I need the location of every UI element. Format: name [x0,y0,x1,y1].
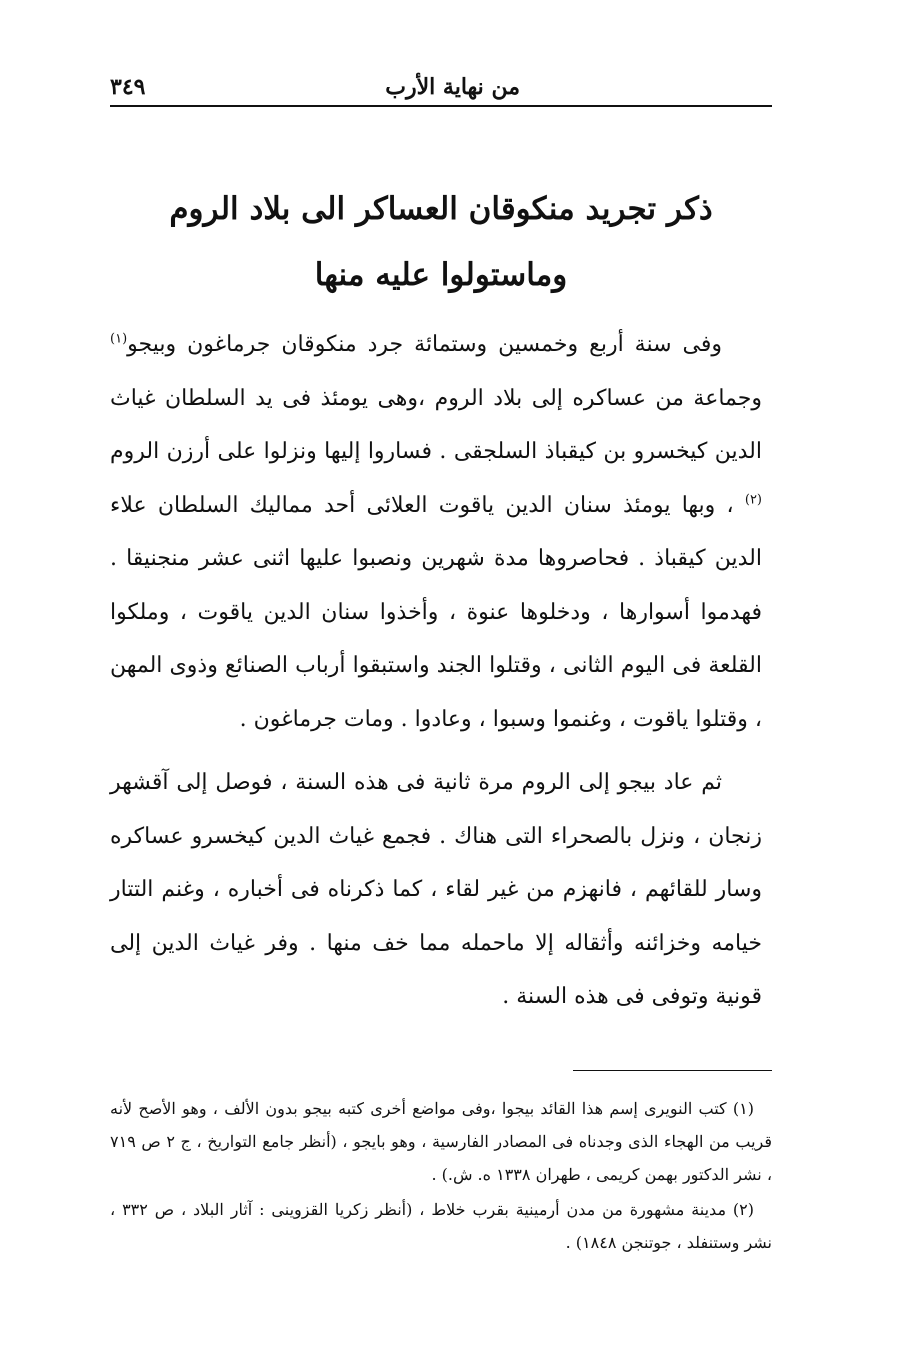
body-text [110,318,762,1024]
paragraph [110,318,762,746]
paragraph-text: وجماعة من عساكره إلى بلاد الروم ،وهى يومئذ فى يد السلطان غياث الدين كيخسرو بن كيقباذ السلجقى . فساروا إليها ونزلوا على أرزن الروم [110,385,762,464]
footnote: (٢) مدينة مشهورة من مدن أرمينية بقرب خلاط ، (أنظر زكريا القزوينى : آثار البلاد ، ص ٣٣٢ ، نشر وستنفلد ، جوتنجن ١٨٤٨) . [110,1200,772,1252]
footnote-divider [573,1070,772,1071]
header-divider [110,105,772,107]
running-head [110,70,772,100]
paragraph: ثم عاد بيجو إلى الروم مرة ثانية فى هذه السنة ، فوصل إلى آقشهر زنجان ، ونزل بالصحراء التى هناك . فجمع غياث الدين كيخسرو عساكره وسار للقائهم ، فانهزم من غير لقاء ، كما ذكرناه فى أخباره ، وغنم التتار خيامه وخزائنه وأثقاله إلا ماحمله مما خف منها . وفر غياث الدين إلى قونية وتوفى فى هذه السنة . [110,770,762,1009]
page-number: ٣٤٩ [110,74,146,100]
paragraph-text: ، وبها يومئذ سنان الدين ياقوت العلائى أحد مماليك السلطان علاء الدين كيقباذ . فحاصروها مدة شهرين ونصبوا عليها اثنى عشر منجنيقا . فهدموا أسوارها ، ودخلوها عنوة ، وأخذوا سنان الدين ياقوت ، وملكوا القلعة فى اليوم الثانى ، وقتلوا الجند واستبقوا أرباب الصنائع وذوى المهن ، وقتلوا ياقوت ، وغنموا وسبوا ، وعادوا . ومات جرماغون . [110,492,762,732]
footnote-ref: (٢) [744,492,762,508]
paragraph-text: وفى سنة أربع وخمسين وستمائة جرد منكوقان جرماغون وبيجو [127,332,722,357]
footnote-ref: (١) [110,331,128,347]
running-title: من نهاية الأرب [385,74,520,100]
footnote: (١) كتب النويرى إسم هذا القائد بيجوا ،وفى مواضع أخرى كتبه بيجو بدون الألف ، وهو الأصح لأنه قريب من الهجاء الذى وجدناه فى المصادر الفارسية ، وهو بايجو ، (أنظر جامع التواريخ ، ج ٢ ص ٧١٩ ، نشر الدكتور بهمن كريمى ، طهران ١٣٣٨ ه. ش.) . [110,1099,772,1184]
footnotes [110,1092,772,1261]
chapter-title: ذكر تجريد منكوقان العساكر الى بلاد الروم وماستولوا عليه منها [169,191,713,293]
